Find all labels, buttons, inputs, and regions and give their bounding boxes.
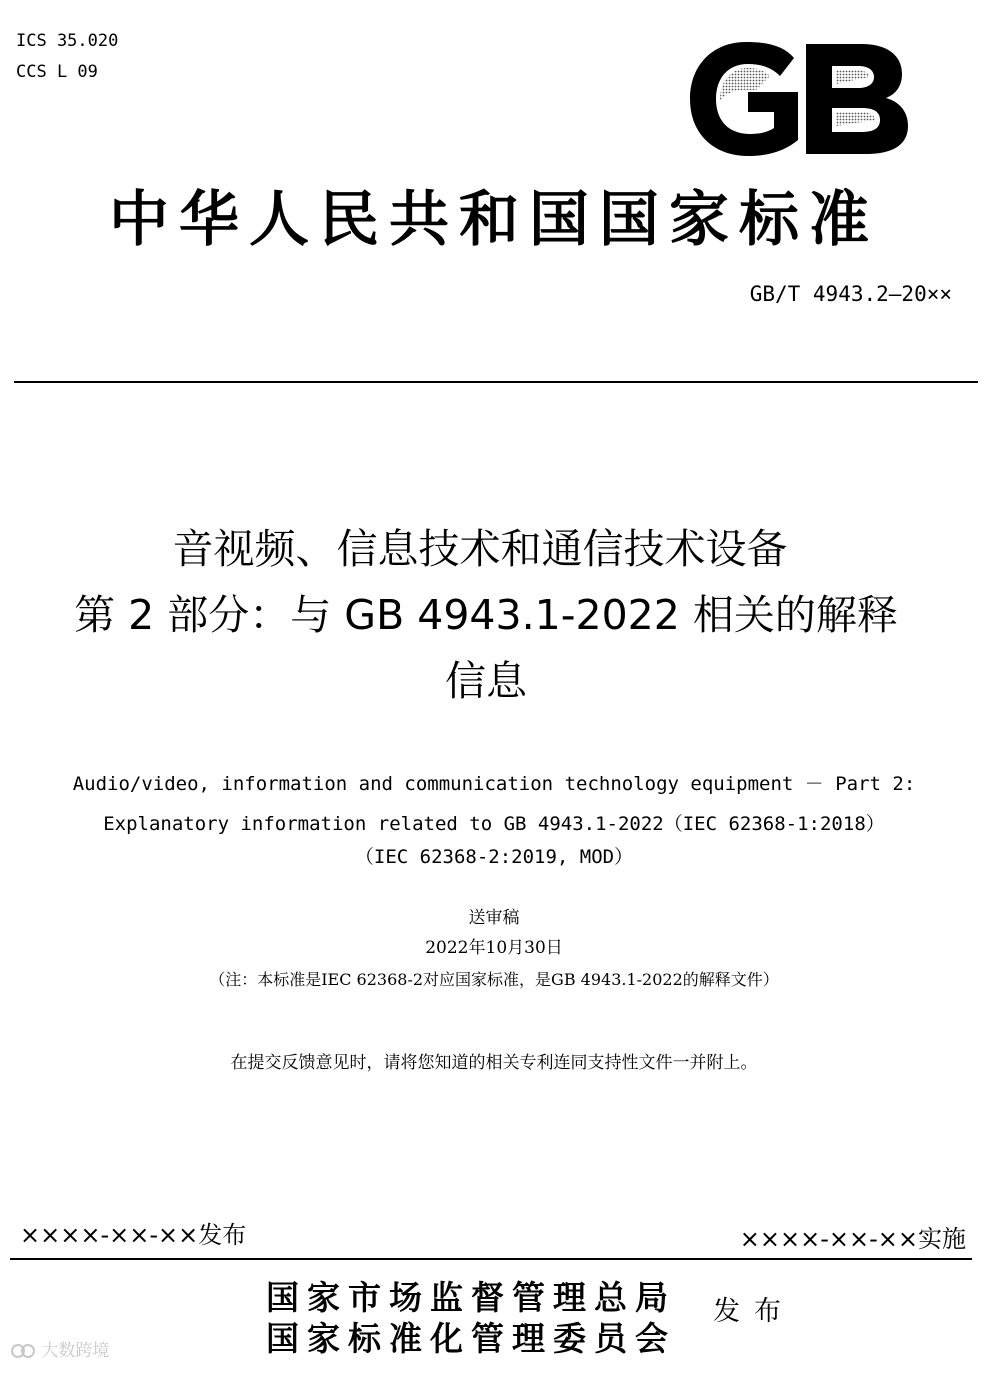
- footer-divider: [10, 1258, 972, 1260]
- gb-standard-logo: [686, 40, 912, 158]
- draft-note: （注：本标准是IEC 62368-2对应国家标准，是GB 4943.1-2022的解释文件）: [209, 970, 779, 989]
- effective-date: ××××-××-××实施: [739, 1225, 966, 1253]
- chinese-title-line-3: 信息: [445, 657, 527, 705]
- english-title-line-1: Audio/video, information and communication technology equipment － Part 2:: [72, 773, 916, 795]
- english-title-line-3: （IEC 62368-2:2019, MOD）: [354, 846, 634, 868]
- patent-notice: 在提交反馈意见时，请将您知道的相关专利连同支持性文件一并附上。: [230, 1053, 758, 1073]
- ccs-code: CCS L 09: [16, 62, 98, 82]
- draft-status: 送审稿: [468, 908, 520, 928]
- national-standard-title: 中华人民共和国国家标准: [109, 185, 879, 255]
- issued-label: 发布: [713, 1296, 795, 1327]
- chinese-title-line-1: 音视频、信息技术和通信技术设备: [172, 525, 788, 573]
- ics-code: ICS 35.020: [16, 31, 119, 51]
- issuing-agency-sac: 国家标准化管理委员会: [266, 1319, 676, 1358]
- header-divider: [14, 381, 978, 383]
- publish-date: ××××-××-××发布: [20, 1221, 247, 1249]
- watermark-text: 大数跨境: [41, 1341, 110, 1361]
- watermark: [10, 1340, 109, 1362]
- issuing-agency-samr: 国家市场监督管理总局: [266, 1278, 676, 1317]
- english-title-line-2: Explanatory information related to GB 4943.1-2022（IEC 62368-1:2018）: [103, 813, 885, 835]
- watermark-logo-icon: [10, 1342, 36, 1360]
- standard-number: GB/T 4943.2—20××: [749, 282, 952, 306]
- chinese-title-line-2: 第 2 部分：与 GB 4943.1-2022 相关的解释: [74, 591, 898, 639]
- draft-date: 2022年10月30日: [425, 938, 563, 958]
